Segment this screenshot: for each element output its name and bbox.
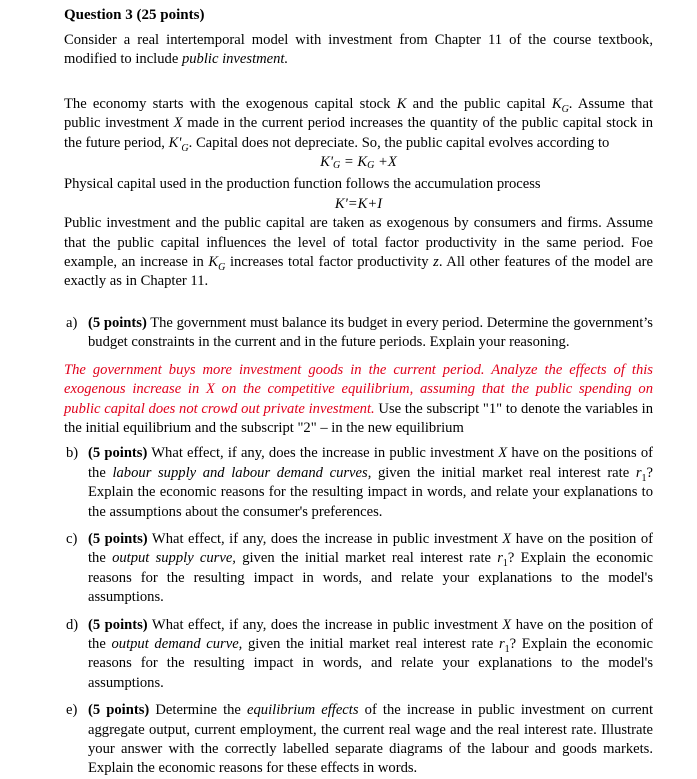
question-b-r: r bbox=[635, 464, 642, 481]
physical-capital-paragraph: Physical capital used in the production function follows the accumulation process bbox=[64, 176, 541, 193]
p2-text-c: . All other features of the model are exactly as in Chapter 11. bbox=[64, 254, 653, 290]
p1-text-e: . Capital does not depreciate. So, the public capital evolves according to bbox=[188, 134, 610, 151]
scenario-red-a: The government buys more investment goods in the current period. Analyze the effects of this exogenous increase in bbox=[64, 361, 653, 398]
question-a-label: a) bbox=[66, 314, 78, 331]
question-e-label: e) bbox=[66, 702, 78, 719]
p1-text-d: made in the current period increases the quantity of the public capital stock in the future period, bbox=[64, 115, 653, 151]
eq1-mid: = K bbox=[340, 154, 368, 171]
question-d-label: d) bbox=[66, 616, 79, 633]
question-c-c: given the initial market real interest rate bbox=[235, 550, 498, 567]
question-b-label: b) bbox=[66, 445, 79, 462]
question-d-c: given the initial market real interest rate bbox=[242, 635, 499, 652]
eq1-lhs-sub: G bbox=[333, 160, 341, 172]
question-d bbox=[66, 616, 653, 694]
question-e-b: of the increase in public investment on current aggregate output, current employment, the current real wage and the real interest rate. Illustrate your answer with the correctly labelled separate diagrams of the labour and goods markets. Explain the economic reasons for these effects in words. bbox=[88, 702, 654, 777]
intro-text: Consider a real intertemporal model with investment from Chapter 11 of the course textbook, modified to include bbox=[64, 32, 653, 68]
question-a-text bbox=[88, 314, 653, 353]
scenario-subscript-note: Use the subscript "1" to denote the variables in the initial equilibrium and the subscript "2" – in the new equilibrium bbox=[64, 400, 653, 436]
question-c-r-sub: 1 bbox=[502, 558, 508, 570]
var-X: X bbox=[173, 115, 183, 132]
p2-text-a: Public investment and the public capital are taken as exogenous by consumers and firms. Assume that the public capital influences the level of total factor productivity in the same period. Foe example, an increase in bbox=[64, 215, 653, 271]
question-d-X: X bbox=[502, 616, 512, 633]
question-d-a: What effect, if any, does the increase in public investment bbox=[147, 616, 503, 633]
question-c-d: ? Explain the economic reasons for the resulting impact in words, and relate your explanations to the model's assumptions. bbox=[88, 550, 654, 606]
question-e-text bbox=[88, 701, 653, 779]
question-a-body: The government must balance its budget in every period. Determine the government’s budget constraints in the current and in the future periods. Explain your reasoning. bbox=[88, 314, 653, 351]
p1-text-c: . Assume that public investment bbox=[64, 95, 653, 132]
eq1-mid-sub: G bbox=[367, 160, 375, 172]
var-KpG-sub: G bbox=[181, 142, 189, 154]
question-e-em: equilibrium effects bbox=[247, 702, 359, 719]
eq1-lhs: K' bbox=[320, 154, 334, 171]
intro-paragraph bbox=[64, 31, 653, 70]
question-b-em: labour supply and labour demand curves bbox=[112, 464, 368, 481]
question-b-X: X bbox=[498, 445, 508, 462]
question-c-X: X bbox=[502, 530, 512, 547]
question-b-d: ? Explain the economic reasons for the resulting impact in words, and relate your explanations to the assumptions about the consumer's preferences. bbox=[88, 464, 653, 520]
var-KpG: K' bbox=[168, 134, 182, 151]
equation-physical-capital: K'=K+I bbox=[334, 195, 383, 212]
question-c-r: r bbox=[497, 550, 503, 567]
question-d-em: output demand curve, bbox=[111, 635, 243, 652]
question-b-text bbox=[88, 444, 653, 522]
question-c-text bbox=[88, 530, 653, 608]
capital-paragraph bbox=[64, 95, 653, 153]
question-c-a: What effect, if any, does the increase in public investment bbox=[147, 530, 503, 547]
question-b-points: (5 points) bbox=[88, 445, 148, 462]
question-b bbox=[66, 444, 653, 522]
var-KG-2-sub: G bbox=[218, 261, 226, 273]
var-KG-sub: G bbox=[561, 103, 569, 115]
question-e bbox=[66, 701, 653, 779]
question-a bbox=[66, 314, 653, 353]
equation-public-capital bbox=[64, 153, 653, 175]
question-b-r-sub: 1 bbox=[641, 472, 647, 484]
question-b-c: , given the initial market real interest rate bbox=[367, 464, 636, 481]
question-c bbox=[66, 530, 653, 608]
var-K: K bbox=[396, 95, 407, 112]
question-b-b: have on the positions of the bbox=[88, 445, 654, 481]
p1-text-a: The economy starts with the exogenous capital stock bbox=[64, 95, 397, 112]
question-b-a: What effect, if any, does the increase in public investment bbox=[147, 445, 499, 462]
question-d-points: (5 points) bbox=[88, 616, 148, 633]
question-c-em: output supply curve, bbox=[112, 550, 236, 567]
question-e-a: Determine the bbox=[149, 702, 248, 719]
question-e-points: (5 points) bbox=[88, 702, 150, 719]
question-d-r-sub: 1 bbox=[504, 643, 510, 655]
p1-text-b: and the public capital bbox=[406, 95, 552, 112]
var-KG: K bbox=[551, 95, 562, 112]
question-d-d: ? Explain the economic reasons for the resulting impact in words, and relate your explanations to the model's assumptions. bbox=[88, 635, 654, 691]
question-d-r: r bbox=[498, 635, 505, 652]
question-c-points: (5 points) bbox=[88, 530, 148, 547]
scenario-red-X: X bbox=[206, 381, 215, 398]
eq1-rhs: +X bbox=[374, 154, 397, 171]
scenario-paragraph bbox=[64, 361, 653, 439]
intro-emphasis: public investment. bbox=[181, 51, 289, 68]
question-d-b: have on the position of the bbox=[88, 616, 653, 652]
var-KG-2: K bbox=[208, 254, 219, 271]
question-c-b: have on the position of the bbox=[88, 530, 653, 567]
p2-text-b: increases total factor productivity bbox=[225, 254, 434, 271]
scenario-red-b: on the competitive equilibrium, assuming that the public spending on public capital does not crowd out private investment. bbox=[64, 381, 654, 417]
question-a-points: (5 points) bbox=[88, 314, 147, 331]
question-c-label: c) bbox=[66, 530, 78, 547]
assumption-paragraph bbox=[64, 214, 653, 292]
question-d-text bbox=[88, 616, 653, 694]
question-title: Question 3 (25 points) bbox=[64, 7, 205, 23]
var-z: z bbox=[433, 254, 439, 271]
